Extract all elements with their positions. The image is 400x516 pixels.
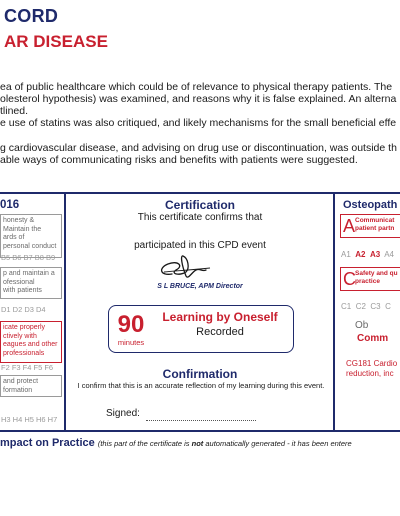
signature-line[interactable] <box>146 420 256 421</box>
standard-box-h <box>0 375 62 397</box>
standard-codes: F2 F3 F4 F5 F6 <box>1 363 54 372</box>
standards-column-title: 016 <box>0 199 20 211</box>
theme-text: Communicat patient partn <box>355 217 395 232</box>
signed-label: Signed: <box>106 408 140 419</box>
impact-note: (this part of the certificate is not automatically generated - it has been entere <box>97 439 352 448</box>
code: C2 <box>355 302 366 311</box>
certification-line: This certificate confirms that <box>137 212 263 223</box>
signatory-name: S L BRUCE, APM Director <box>157 283 243 290</box>
learning-type: Learning by Oneself <box>162 310 278 324</box>
intro-line: g cardiovascular disease, and advising on drug use or discontinuation, was outside th <box>0 142 397 154</box>
minutes-label: minutes <box>117 338 145 347</box>
code-highlighted: A2 <box>355 250 366 259</box>
osteopath-column-title: Osteopath <box>343 199 398 211</box>
minutes-value: 90 <box>117 311 145 338</box>
standard-box-f-selected <box>0 321 62 363</box>
certificate-subtitle: AR DISEASE <box>4 32 108 51</box>
standard-text: professionals <box>3 349 45 357</box>
intro-line: e use of statins was also critiqued, and likely mechanisms for the small beneficial effe <box>0 117 397 129</box>
standard-box-b <box>0 214 62 258</box>
standard-text: and protect <box>3 378 39 385</box>
code: A4 <box>384 250 394 259</box>
intro-line: ea of public healthcare which could be of relevance to physical therapy patients. The <box>0 81 393 93</box>
right-divider <box>333 192 335 432</box>
code: C1 <box>341 302 352 311</box>
director-signature <box>150 252 220 282</box>
objective-label: Ob <box>355 320 369 331</box>
standard-text: with patients <box>3 287 42 294</box>
code: A1 <box>341 250 351 259</box>
standard-text: ctively with <box>3 332 37 340</box>
impact-heading-row <box>0 437 352 449</box>
standard-box-d <box>0 267 62 299</box>
standard-text: eagues and other <box>3 341 58 348</box>
theme-text: Safety and qu practice <box>355 270 398 285</box>
standard-text: icate properly <box>3 324 46 331</box>
impact-heading: mpact on Practice <box>0 437 95 449</box>
standard-text: personal conduct <box>3 242 57 250</box>
intro-line: tlined. <box>0 105 29 117</box>
standard-text: formation <box>3 386 33 394</box>
left-divider <box>64 192 66 432</box>
standard-codes: H3 H4 H5 H6 H7 <box>1 415 58 424</box>
intro-line: olesterol hypothesis) was examined, and reasons why it is false explained. An alterna <box>0 93 397 105</box>
standard-text: Maintain the <box>3 225 42 233</box>
standard-codes: B5 B6 B7 B8 B9 <box>1 253 56 262</box>
standard-text: ards of <box>3 234 25 241</box>
certificate-title: CORD <box>4 6 59 26</box>
confirmation-heading: Confirmation <box>162 367 238 381</box>
participation-line: participated in this CPD event <box>134 240 266 251</box>
standard-text: ofessional <box>3 278 35 286</box>
guideline-reference: CG181 Cardio reduction, inc <box>346 359 398 378</box>
intro-line: able ways of communicating risks and benefits with patients were suggested. <box>0 154 358 166</box>
learning-status: Recorded <box>196 326 244 338</box>
theme-box-c <box>340 267 400 291</box>
code: C <box>385 302 391 311</box>
code-highlighted: A3 <box>369 250 381 259</box>
standard-codes: D1 D2 D3 D4 <box>1 305 46 314</box>
objective-value: Comm <box>357 333 389 344</box>
theme-letter: A <box>343 216 356 236</box>
theme-codes-c <box>341 302 391 311</box>
code: C3 <box>370 302 381 311</box>
confirmation-text: I confirm that this is an accurate reflection of my learning during this event. <box>77 381 325 390</box>
certification-heading: Certification <box>164 198 235 212</box>
standard-text: p and maintain a <box>3 270 55 277</box>
theme-codes-a <box>341 250 394 259</box>
theme-letter: C <box>343 269 356 289</box>
theme-box-a <box>340 214 400 238</box>
standard-text: honesty & <box>3 217 35 224</box>
